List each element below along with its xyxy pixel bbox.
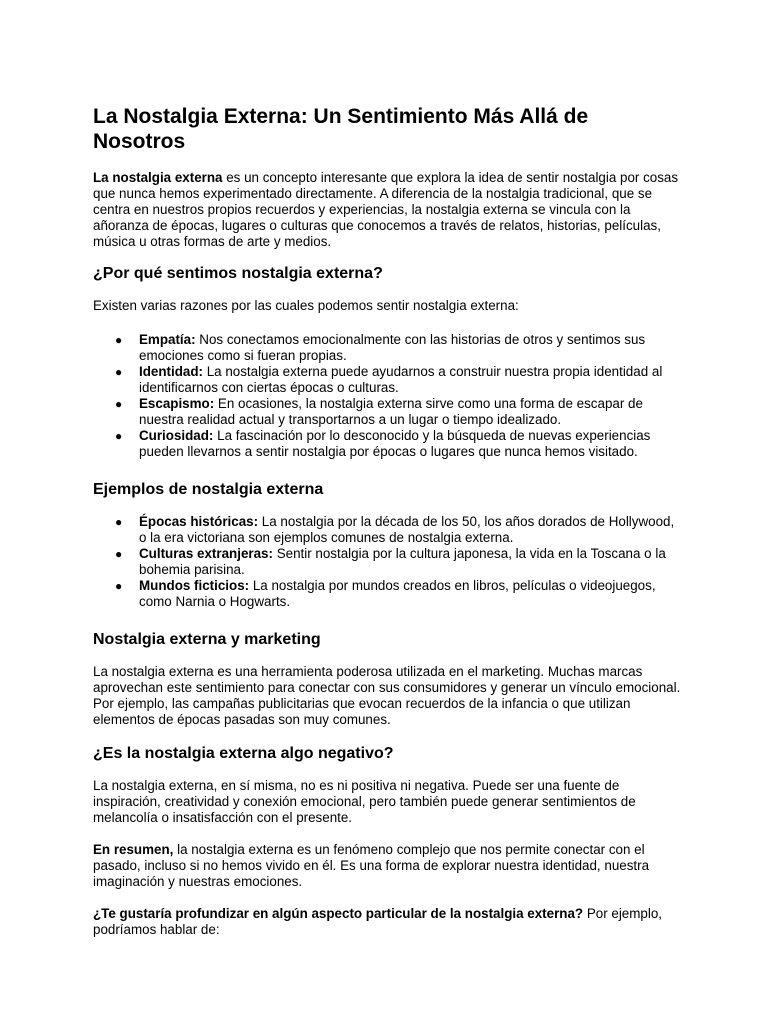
list-item bbox=[93, 578, 683, 610]
item-term: Empatía: bbox=[139, 332, 196, 347]
marketing-paragraph: La nostalgia externa es una herramienta poderosa utilizada en el marketing. Muchas marcas aprovechan este sentimiento para conectar con sus consumidores y generar un vínculo emocional. Por ejemplo, las campañas publicitarias que evocan recuerdos de la infancia o que utilizan elementos de épocas pasadas son muy comunes. bbox=[93, 664, 681, 727]
item-text: La nostalgia por la década de los 50, los años dorados de Hollywood, o la era victoriana son ejemplos comunes de nostalgia externa. bbox=[139, 514, 675, 545]
heading-negative: ¿Es la nostalgia externa algo negativo? bbox=[93, 745, 394, 762]
item-text: En ocasiones, la nostalgia externa sirve como una forma de escapar de nuestra realidad actual y transportarnos a un lugar o tiempo idealizado. bbox=[139, 396, 643, 427]
bullet-icon: ● bbox=[115, 547, 123, 561]
negative-paragraph: La nostalgia externa, en sí misma, no es ni positiva ni negativa. Puede ser una fuente de inspiración, creatividad y conexión emocional, pero también puede generar sentimientos de melancolía o insatisfacción con el presente. bbox=[93, 778, 636, 825]
summary-paragraph bbox=[93, 842, 683, 890]
bullet-icon: ● bbox=[115, 397, 123, 411]
heading-examples: Ejemplos de nostalgia externa bbox=[93, 481, 324, 498]
heading-why: ¿Por qué sentimos nostalgia externa? bbox=[93, 265, 383, 282]
bullet-icon: ● bbox=[115, 429, 123, 443]
list-item bbox=[93, 428, 683, 460]
item-term: Culturas extranjeras: bbox=[139, 546, 273, 561]
list-item bbox=[93, 546, 683, 578]
examples-list bbox=[93, 514, 683, 610]
reasons-list bbox=[93, 332, 683, 460]
document-content bbox=[93, 104, 683, 954]
closing-paragraph bbox=[93, 906, 683, 938]
item-text: La fascinación por lo desconocido y la búsqueda de nuevas experiencias pueden llevarnos a sentir nostalgia por épocas o lugares que nunca hemos visitado. bbox=[139, 428, 651, 459]
intro-bold: La nostalgia externa bbox=[93, 170, 223, 185]
item-text: La nostalgia por mundos creados en libros, películas o videojuegos, como Narnia o Hogwarts. bbox=[139, 578, 656, 609]
list-item bbox=[93, 396, 683, 428]
list-item bbox=[93, 364, 683, 396]
list-item bbox=[93, 514, 683, 546]
intro-text: es un concepto interesante que explora la idea de sentir nostalgia por cosas que nunca hemos experimentado directamente. A diferencia de la nostalgia tradicional, que se centra en nuestros propios recuerdos y experiencias, la nostalgia externa se vincula con la añoranza de épocas, lugares o culturas que conocemos a través de relatos, historias, películas, música u otras formas de arte y medios. bbox=[93, 170, 679, 249]
item-text: Nos conectamos emocionalmente con las historias de otros y sentimos sus emociones como si fueran propias. bbox=[139, 332, 646, 363]
bullet-icon: ● bbox=[115, 365, 123, 379]
item-term: Mundos ficticios: bbox=[139, 578, 250, 593]
page-title: La Nostalgia Externa: Un Sentimiento Más Allá de Nosotros bbox=[93, 105, 589, 153]
item-term: Épocas históricas: bbox=[139, 514, 259, 529]
item-term: Curiosidad: bbox=[139, 428, 214, 443]
bullet-icon: ● bbox=[115, 579, 123, 593]
item-text: Sentir nostalgia por la cultura japonesa, la vida en la Toscana o la bohemia parisina. bbox=[139, 546, 666, 577]
why-lead: Existen varias razones por las cuales podemos sentir nostalgia externa: bbox=[93, 298, 519, 313]
list-item bbox=[93, 332, 683, 364]
heading-marketing: Nostalgia externa y marketing bbox=[93, 631, 321, 648]
item-text: La nostalgia externa puede ayudarnos a construir nuestra propia identidad al identificarnos con ciertas épocas o culturas. bbox=[139, 364, 663, 395]
bullet-icon: ● bbox=[115, 515, 123, 529]
item-term: Identidad: bbox=[139, 364, 203, 379]
closing-text: Por ejemplo, podríamos hablar de: bbox=[93, 906, 663, 937]
closing-bold: ¿Te gustaría profundizar en algún aspecto particular de la nostalgia externa? bbox=[93, 906, 584, 921]
item-term: Escapismo: bbox=[139, 396, 215, 411]
intro-paragraph bbox=[93, 170, 683, 250]
bullet-icon: ● bbox=[115, 333, 123, 347]
summary-bold: En resumen, bbox=[93, 842, 174, 857]
summary-text: la nostalgia externa es un fenómeno complejo que nos permite conectar con el pasado, incluso si no hemos vivido en él. Es una forma de explorar nuestra identidad, nuestra imaginación y nuestras emociones. bbox=[93, 842, 650, 889]
